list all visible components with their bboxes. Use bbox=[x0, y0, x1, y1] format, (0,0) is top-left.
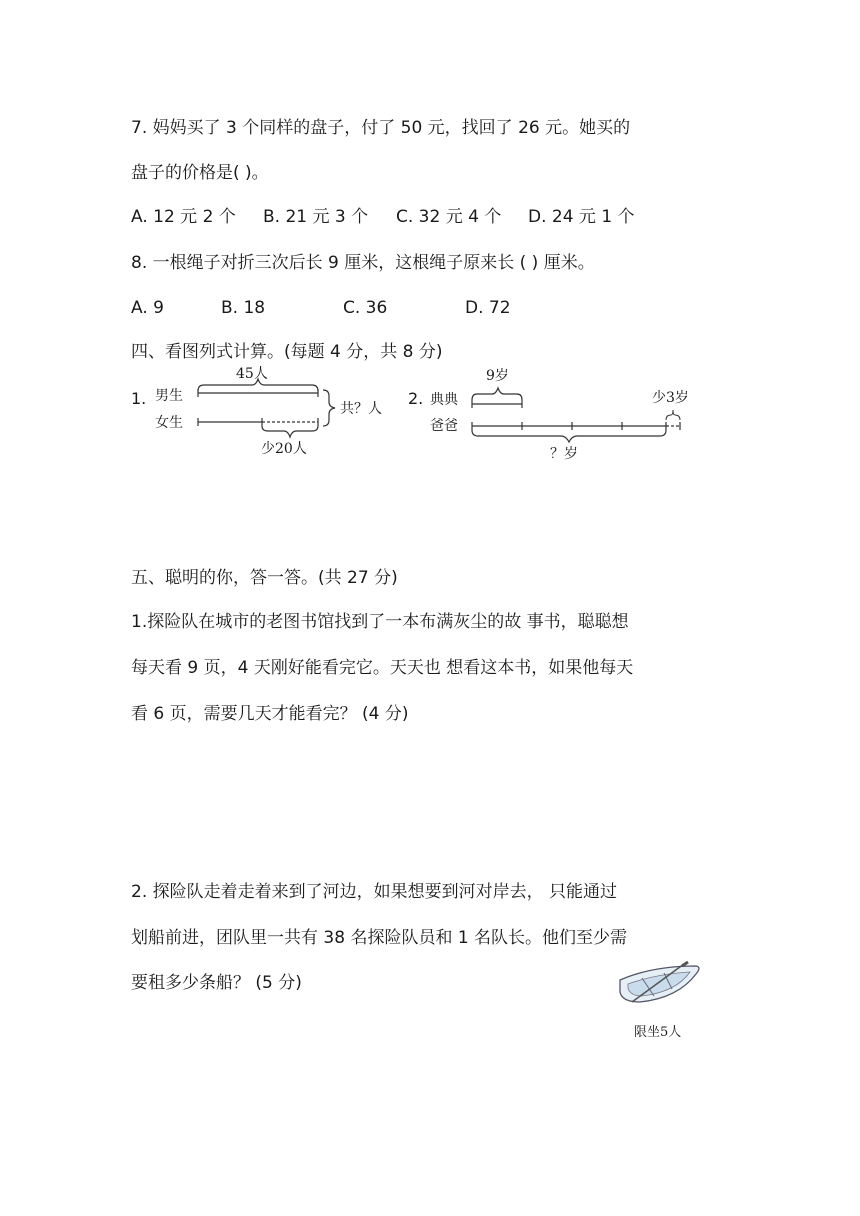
fig2-less-brace bbox=[666, 410, 680, 420]
s5-q1-line2: 每天看 9 页，4 天刚好能看完它。天天也 想看这本书，如果他每天 bbox=[131, 658, 634, 678]
line-diagram-ages bbox=[404, 360, 704, 466]
q8-option-a: A. 9 bbox=[131, 298, 164, 318]
fig2-less-label: 少3岁 bbox=[652, 390, 689, 406]
q7-option-a: A. 12 元 2 个 bbox=[131, 207, 236, 227]
boat-caption: 限坐5人 bbox=[634, 1025, 682, 1040]
q7-line2: 盘子的价格是( )。 bbox=[131, 163, 269, 183]
fig1-bottom-brace bbox=[262, 426, 318, 437]
s5-q1-line3: 看 6 页，需要几天才能看完？ (4 分) bbox=[131, 704, 409, 724]
section4-title: 四、看图列式计算。(每题 4 分，共 8 分) bbox=[131, 342, 443, 362]
rowboat-illustration bbox=[612, 958, 712, 1046]
fig2-bottom-brace bbox=[472, 430, 666, 442]
q7-option-d: D. 24 元 1 个 bbox=[528, 207, 635, 227]
fig1-total-label: 共？人 bbox=[340, 401, 382, 417]
fig1-diff-label: 少20人 bbox=[261, 441, 307, 457]
fig1-top-value: 45人 bbox=[236, 366, 268, 382]
q7-option-b: B. 21 元 3 个 bbox=[263, 207, 369, 227]
fig2-top-value: 9岁 bbox=[486, 368, 509, 384]
fig2-dad-label: 爸爸 bbox=[430, 418, 458, 434]
fig1-boy-label: 男生 bbox=[155, 388, 183, 404]
q7-option-c: C. 32 元 4 个 bbox=[396, 207, 502, 227]
s5-q2-line1: 2. 探险队走着走着来到了河边，如果想要到河对岸去， 只能通过 bbox=[131, 882, 618, 902]
fig1-right-brace bbox=[323, 390, 335, 426]
q8-line1: 8. 一根绳子对折三次后长 9 厘米，这根绳子原来长 ( ) 厘米。 bbox=[131, 253, 595, 273]
s5-q2-line2: 划船前进，团队里一共有 38 名探险队员和 1 名队长。他们至少需 bbox=[131, 928, 628, 948]
fig2-number: 2. bbox=[408, 389, 424, 408]
fig2-top-brace bbox=[472, 388, 522, 400]
q8-option-d: D. 72 bbox=[465, 298, 511, 318]
s5-q1-line1: 1.探险队在城市的老图书馆找到了一本布满灰尘的故 事书，聪聪想 bbox=[131, 612, 629, 632]
s5-q2-line3: 要租多少条船？ (5 分) bbox=[131, 973, 302, 993]
line-diagram-boys-girls bbox=[128, 360, 408, 460]
fig2-dian-label: 典典 bbox=[430, 392, 458, 408]
fig1-girl-label: 女生 bbox=[155, 415, 183, 431]
fig2-total-label: ？岁 bbox=[550, 446, 578, 462]
section5-title: 五、聪明的你，答一答。(共 27 分) bbox=[131, 568, 398, 588]
q7-line1: 7. 妈妈买了 3 个同样的盘子，付了 50 元，找回了 26 元。她买的 bbox=[131, 118, 631, 138]
fig1-number: 1. bbox=[131, 389, 147, 408]
q8-option-c: C. 36 bbox=[343, 298, 388, 318]
q8-option-b: B. 18 bbox=[221, 298, 266, 318]
